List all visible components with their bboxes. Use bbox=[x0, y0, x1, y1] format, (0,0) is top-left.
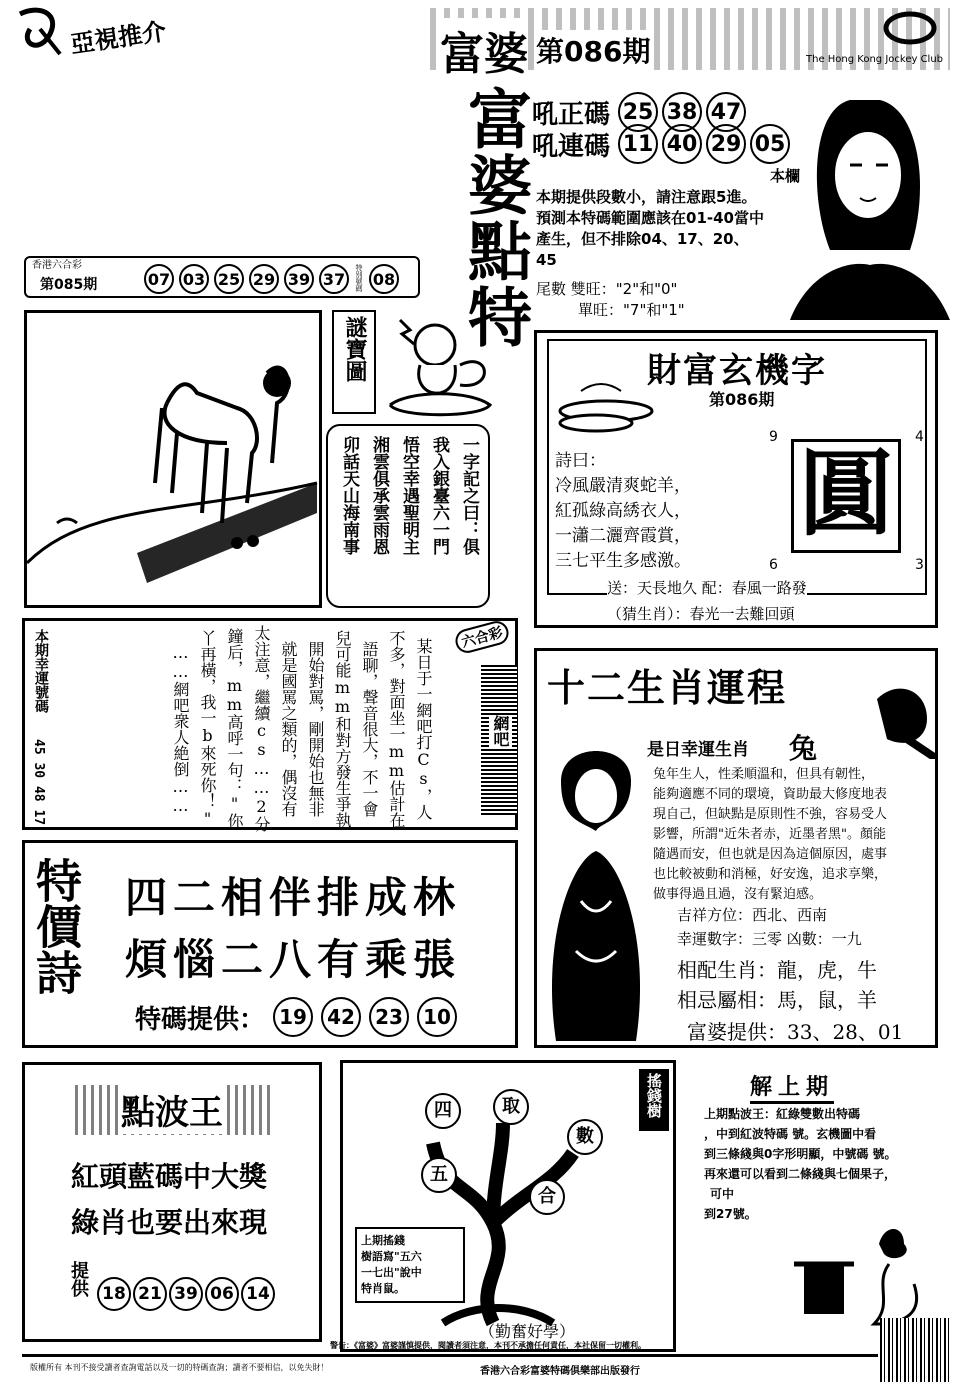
masthead-title: 富婆 bbox=[440, 18, 528, 82]
footer-notice: 版權所有 本刊不接受讀者查詢電話以及一切的特碼查詢；讀者不要相信，以免失財！ bbox=[30, 1363, 329, 1372]
scroll-line: 我入銀臺六一門 bbox=[429, 436, 449, 555]
wave-king-line2: 綠肖也要出來現 bbox=[71, 1206, 268, 1239]
link-numbers bbox=[532, 124, 790, 164]
mystery-title: 財富玄機字 bbox=[647, 351, 827, 391]
leaf: 合 bbox=[529, 1179, 565, 1215]
story-line: 丫再橫，我一b來死你！" bbox=[198, 629, 217, 828]
riddle-art-label-box bbox=[332, 310, 376, 414]
review-line: ，中到紅波特碼 號。玄機圖中看 bbox=[704, 1127, 877, 1141]
review-line: 可中 bbox=[710, 1187, 735, 1201]
zodiac-clash: 相忌屬相：馬，鼠，羊 bbox=[677, 988, 877, 1012]
special-ball: 23 bbox=[369, 997, 409, 1037]
wave-ball: 18 bbox=[97, 1277, 131, 1311]
special-poem-box bbox=[22, 840, 518, 1048]
story-line: 語聊，聲音很大，不一會 bbox=[360, 640, 379, 817]
link-ball: 05 bbox=[750, 124, 790, 164]
main-ball: 25 bbox=[618, 92, 658, 132]
zodiac-box bbox=[534, 648, 938, 1048]
zodiac-direction: 吉祥方位：西北、西南 bbox=[677, 906, 828, 924]
review-line: 到27號。 bbox=[704, 1207, 757, 1221]
wave-king-box bbox=[22, 1062, 322, 1342]
poem-line: 冷風嚴清爽蛇羊， bbox=[555, 476, 691, 496]
wave-ball: 21 bbox=[133, 1277, 167, 1311]
zodiac-line: 隨遇而安，但也就是因為這個原因，處事 bbox=[653, 847, 888, 862]
scroll-line: 悟空幸遇聖明主 bbox=[399, 436, 419, 555]
woman-portrait-icon bbox=[790, 80, 950, 320]
note-line: 特肖鼠。 bbox=[361, 1282, 405, 1295]
zodiac-line: 現自己，但缺點是原則性不強，容易受人 bbox=[653, 807, 888, 822]
corner-bottom-left: 6 bbox=[769, 557, 778, 573]
brand-mark-icon bbox=[10, 4, 70, 60]
prev-results-issue: 第085期 bbox=[40, 277, 98, 293]
notice-head: 本欄 bbox=[769, 167, 800, 185]
scroll-poem bbox=[326, 424, 490, 608]
prev-ball: 29 bbox=[249, 264, 279, 294]
story-tag-box bbox=[481, 665, 517, 815]
lucky-zodiac-animal: 兔 bbox=[789, 732, 818, 765]
prev-ball: 03 bbox=[179, 264, 209, 294]
notice-line: 預測本特碼範圍應該在01-40當中 bbox=[536, 209, 764, 227]
main-ball: 47 bbox=[706, 92, 746, 132]
mystery-send: 送：天長地久 配：春風一路發 bbox=[607, 579, 807, 597]
zodiac-line: 能夠適應不同的環境，資助最大修度地表 bbox=[653, 787, 888, 802]
link-ball: 40 bbox=[662, 124, 702, 164]
notice-line: 本期提供段數小，請注意跟5進。 bbox=[536, 188, 757, 206]
tail-double: 尾數 雙旺："2"和"0" bbox=[536, 280, 678, 298]
masthead-issue: 第086期 bbox=[536, 30, 650, 70]
money-tree-caption: （勤奮好學） bbox=[479, 1322, 576, 1341]
special-poem-line2: 煩惱二八有乘張 bbox=[125, 935, 462, 984]
zodiac-line: 也比較被動和消極，好安逸，追求享樂， bbox=[653, 867, 888, 882]
story-line: 鐘后，mm高呼一句："你 bbox=[225, 628, 244, 829]
special-ball: 08 bbox=[369, 264, 399, 294]
main-numbers-label: 吼正碼 bbox=[532, 99, 611, 130]
story-badge: 六合彩 bbox=[453, 618, 511, 655]
special-ball: 42 bbox=[321, 997, 361, 1037]
story-line: 就是國罵之類的，偶沒有 bbox=[279, 640, 298, 817]
story-line: 某日于一網吧打Cs，人 bbox=[414, 637, 433, 820]
lucky-zodiac-label: 是日幸運生肖 bbox=[647, 740, 749, 760]
footer-warning: 警告：《富婆》富婆謹慎提供，閱讀者須注意，本刊不承擔任何責任，本社保留一切權利。 bbox=[330, 1341, 646, 1350]
riddle-picture bbox=[24, 310, 322, 608]
zodiac-title: 十二生肖運程 bbox=[547, 666, 788, 710]
story-line: 開始對罵，剛開始也無非 bbox=[306, 640, 325, 817]
brand-label: 亞視推介 bbox=[68, 16, 168, 59]
corner-bottom-right: 3 bbox=[915, 557, 924, 573]
mystery-guess: （猜生肖）：春光一去難回頭 bbox=[607, 605, 795, 623]
cupid-icon bbox=[380, 310, 500, 420]
review-line: 到三條綫與0字形明顯，中號碼 號。 bbox=[704, 1147, 897, 1161]
scroll-line: 卯話天山海南事 bbox=[339, 436, 359, 555]
notice-line: 45 bbox=[536, 251, 557, 269]
zodiac-numbers: 幸運數字：三零 凶數：一九 bbox=[677, 930, 862, 948]
wave-king-title: 點波王 bbox=[121, 1085, 223, 1134]
review-line: 再來還可以看到二條綫與七個果子， bbox=[704, 1167, 897, 1181]
poem-line: 紅孤綠高綉衣人， bbox=[555, 501, 691, 521]
money-tree-note bbox=[355, 1227, 465, 1303]
prev-ball: 25 bbox=[214, 264, 244, 294]
mystery-poem bbox=[555, 449, 691, 574]
corner-top-left: 9 bbox=[769, 429, 778, 445]
last-review bbox=[694, 1064, 944, 1354]
wave-king-line1: 紅頭藍碼中大獎 bbox=[71, 1160, 268, 1193]
story-tag: 網吧 bbox=[491, 715, 510, 747]
woman-photo-icon bbox=[541, 741, 651, 1041]
scroll-line: 一字記之曰：俱 bbox=[459, 436, 479, 555]
wave-ball: 39 bbox=[169, 1277, 203, 1311]
note-line: 上期搖錢 bbox=[361, 1234, 405, 1247]
footer-rule bbox=[22, 1354, 878, 1357]
jockey-club-logo-icon bbox=[880, 8, 940, 48]
story-line: 兒可能mm和對方發生爭執 bbox=[333, 629, 352, 828]
special-label: 特別號碼 bbox=[355, 264, 363, 292]
zodiac-match: 相配生肖：龍，虎，牛 bbox=[677, 958, 877, 982]
prev-ball: 07 bbox=[144, 264, 174, 294]
zodiac-line: 影響，所謂"近朱者赤，近墨者黑"。顏能 bbox=[653, 827, 886, 842]
zodiac-provide: 富婆提供：33、28、01 bbox=[687, 1020, 904, 1044]
lucky-numbers: 45 30 48 17 bbox=[31, 739, 46, 826]
zodiac-line: 做事得過且過，沒有緊迫感。 bbox=[653, 887, 823, 902]
last-review-text bbox=[704, 1104, 897, 1224]
riddle-art-label: 謎寶圖 bbox=[342, 316, 368, 382]
last-review-title: 解上期 bbox=[750, 1070, 834, 1104]
big-char: 圓 bbox=[799, 439, 894, 549]
zodiac-details bbox=[677, 903, 903, 1049]
link-ball: 29 bbox=[706, 124, 746, 164]
scroll-line: 湘雲俱承雲雨恩 bbox=[369, 436, 389, 555]
story-line: 太注意，繼續cs……2分 bbox=[252, 625, 271, 832]
money-tree-label-box bbox=[639, 1069, 669, 1131]
special-ball: 19 bbox=[273, 997, 313, 1037]
vertical-title: 富婆點特 bbox=[457, 86, 532, 350]
link-ball: 11 bbox=[618, 124, 658, 164]
jockey-club-label: The Hong Kong Jockey Club bbox=[806, 54, 944, 65]
portrait-photo bbox=[790, 80, 950, 320]
wave-ball: 06 bbox=[205, 1277, 239, 1311]
prev-results-header: 香港六合彩 bbox=[32, 260, 82, 271]
notice-line: 產生，但不排除04、17、20、 bbox=[536, 230, 749, 248]
horse-illustration-icon bbox=[27, 313, 319, 605]
special-poem-line1: 四二相伴排成林 bbox=[125, 873, 462, 922]
main-ball: 38 bbox=[662, 92, 702, 132]
prev-ball: 39 bbox=[284, 264, 314, 294]
leaf: 數 bbox=[567, 1119, 603, 1155]
coins-icon bbox=[551, 371, 661, 441]
tail-single: 單旺："7"和"1" bbox=[578, 301, 685, 319]
money-tree-label: 搖錢樹 bbox=[645, 1073, 663, 1118]
corner-top-right: 4 bbox=[915, 429, 924, 445]
link-numbers-label: 吼連碼 bbox=[532, 131, 611, 162]
net-story-box bbox=[22, 618, 518, 830]
story-line: ……網吧衆人絶倒…… bbox=[171, 642, 190, 815]
wave-ball: 14 bbox=[241, 1277, 275, 1311]
zodiac-text bbox=[653, 765, 887, 905]
mystery-box bbox=[534, 330, 938, 628]
note-line: 一七出"說中 bbox=[361, 1266, 422, 1279]
wave-king-provide: 提供 bbox=[68, 1261, 89, 1297]
brand-logo bbox=[10, 4, 170, 64]
zodiac-line: 兔年生人，性柔順溫和，但具有韌性， bbox=[653, 767, 875, 782]
leaf: 取 bbox=[493, 1089, 529, 1125]
notice-block bbox=[536, 166, 806, 321]
poem-line: 三七平生多感激。 bbox=[555, 551, 691, 571]
special-poem-label: 特價詩 bbox=[29, 857, 83, 995]
money-tree-box bbox=[340, 1060, 676, 1352]
leaf: 四 bbox=[425, 1093, 461, 1129]
poem-head: 詩曰： bbox=[555, 451, 606, 471]
note-line: 樹語寫"五六 bbox=[361, 1250, 422, 1263]
poem-line: 一瀟二灑齊霞賞， bbox=[555, 526, 691, 546]
special-ball: 10 bbox=[417, 997, 457, 1037]
lucky-label: 本期幸運號碼 bbox=[33, 629, 49, 713]
review-line: 上期點波王：紅綠雙數出特碼 bbox=[704, 1107, 861, 1121]
footer-publisher: 香港六合彩富婆特碼俱樂部出版發行 bbox=[480, 1366, 640, 1377]
prev-results bbox=[24, 256, 420, 298]
barcode bbox=[880, 1318, 950, 1382]
leaf: 五 bbox=[421, 1157, 457, 1193]
special-provide-label: 特碼提供： bbox=[135, 1004, 266, 1035]
fist-icon bbox=[867, 679, 937, 759]
masthead bbox=[0, 0, 960, 80]
story-line: 不多，對面坐一mm估計在 bbox=[387, 629, 406, 828]
prev-ball: 37 bbox=[319, 264, 349, 294]
mystery-issue: 第086期 bbox=[709, 390, 775, 409]
